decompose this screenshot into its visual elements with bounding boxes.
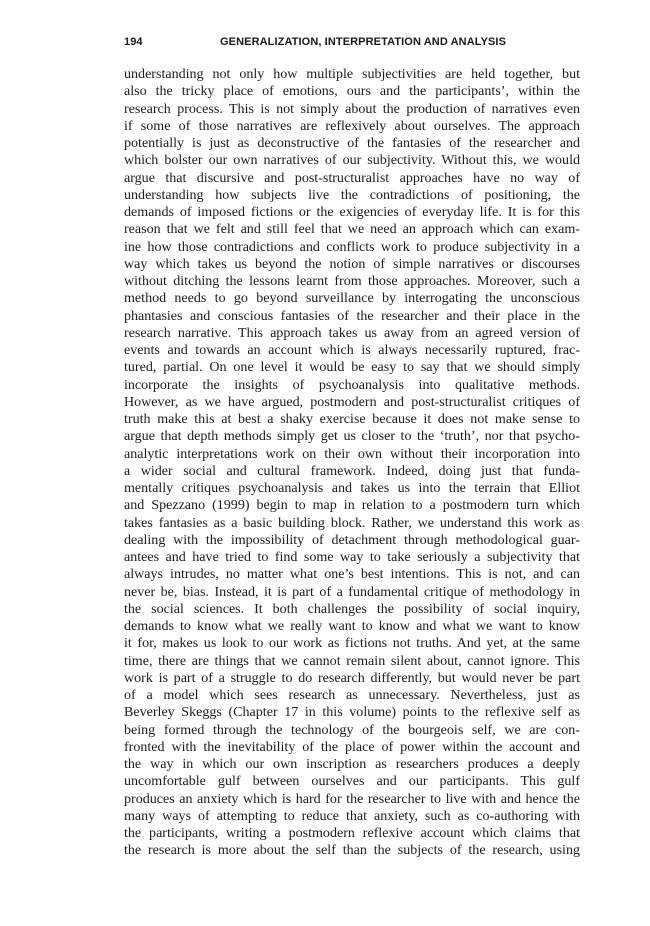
text-line: However, as we have argued, postmodern and post-structuralist critiques of bbox=[124, 393, 580, 410]
text-line: method needs to go beyond surveillance by interrogating the unconscious bbox=[124, 290, 580, 307]
text-line: mentally critiques psychoanalysis and takes us into the terrain that Elliot bbox=[124, 480, 580, 496]
text-line: the participants, writing a postmodern reflexive account which claims that bbox=[124, 825, 580, 841]
text-line: incorporate the insights of psychoanalysis into qualitative methods. bbox=[124, 376, 580, 393]
text-line: reason that we felt and still feel that we need an approach which can exam- bbox=[124, 221, 580, 238]
text-line: way which takes us beyond the notion of simple narratives or discourses bbox=[124, 255, 580, 272]
text-line: produces an anxiety which is hard for the researcher to live with and hence the bbox=[124, 790, 580, 807]
text-line: many ways of attempting to reduce that anxiety, such as co-authoring with bbox=[124, 807, 580, 824]
text-line: argue that depth methods simply get us closer to the ‘truth’, nor that psycho- bbox=[124, 428, 580, 445]
text-line: it for, makes us look to our work as fictions not truths. And yet, at the same bbox=[124, 635, 580, 652]
text-line: demands to know what we really want to know and what we want to know bbox=[124, 618, 580, 634]
text-line: also the tricky place of emotions, ours and the participants’, within the bbox=[124, 83, 580, 100]
text-line: which bolster our own narratives of our subjectivity. Without this, we would bbox=[124, 152, 580, 169]
text-line: research narrative. This approach takes us away from an agreed version of bbox=[124, 324, 580, 341]
text-line: the social sciences. It both challenges the possibility of social inquiry, bbox=[124, 600, 580, 617]
text-line: being formed through the technology of the bourgeois self, we are con- bbox=[124, 721, 580, 738]
text-line: uncomfortable gulf between ourselves and our participants. This gulf bbox=[124, 773, 580, 790]
text-line: Beverley Skeggs (Chapter 17 in this volume) points to the reflexive self as bbox=[124, 704, 580, 721]
text-line: the way in which our own inscription as researchers produces a deeply bbox=[124, 756, 580, 772]
text-line: a wider social and cultural framework. Indeed, doing just that funda- bbox=[124, 462, 580, 479]
text-line: demands of imposed fictions or the exigencies of everyday life. It is for this bbox=[124, 204, 580, 220]
text-line: without ditching the lessons learnt from those approaches. Moreover, such a bbox=[124, 273, 580, 289]
running-title: GENERALIZATION, INTERPRETATION AND ANALYSIS bbox=[220, 36, 507, 48]
text-line: argue that discursive and post-structuralist approaches have no way of bbox=[124, 169, 580, 186]
text-line: potentially is just as deconstructive of the fantasies of the researcher and bbox=[124, 135, 580, 151]
text-line: dealing with the impossibility of detachment through methodological guar- bbox=[124, 531, 580, 548]
text-line: fronted with the inevitability of the place of power within the account and bbox=[124, 738, 580, 755]
text-line: events and towards an account which is always necessarily ruptured, frac- bbox=[124, 342, 580, 358]
text-line: time, there are things that we cannot remain silent about, cannot ignore. This bbox=[124, 652, 580, 669]
text-line: truth make this at best a shaky exercise because it does not make sense to bbox=[124, 411, 580, 427]
text-line: of a model which sees research as unnecessary. Nevertheless, just as bbox=[124, 687, 580, 703]
page-number: 194 bbox=[124, 36, 143, 48]
running-header bbox=[124, 36, 580, 54]
text-line: analytic interpretations work on their own without their incorporation into bbox=[124, 445, 580, 462]
text-line: understanding how subjects live the contradictions of positioning, the bbox=[124, 186, 580, 203]
text-line: research process. This is not simply about the production of narratives even bbox=[124, 100, 580, 117]
text-line: the research is more about the self than the subjects of the research, using bbox=[124, 842, 580, 859]
text-line: work is part of a struggle to do research differently, but would never be part bbox=[124, 669, 580, 686]
text-line: phantasies and conscious fantasies of the researcher and their place in the bbox=[124, 307, 580, 324]
text-line: antees and have tried to find some way to take seriously a subjectivity that bbox=[124, 549, 580, 565]
text-line: takes fantasies as a basic building block. Rather, we understand this work as bbox=[124, 514, 580, 531]
text-line: if some of those narratives are reflexively about ourselves. The approach bbox=[124, 117, 580, 134]
text-line: and Spezzano (1999) begin to map in relation to a postmodern turn which bbox=[124, 497, 580, 514]
text-line: ine how those contradictions and conflicts work to produce subjectivity in a bbox=[124, 238, 580, 255]
text-line: always intrudes, no matter what one’s best intentions. This is not, and can bbox=[124, 566, 580, 583]
text-line: never be, bias. Instead, it is part of a fundamental critique of methodology in bbox=[124, 583, 580, 600]
body-paragraph bbox=[124, 66, 580, 860]
text-line: tured, partial. On one level it would be easy to say that we should simply bbox=[124, 359, 580, 376]
text-line: understanding not only how multiple subjectivities are held together, but bbox=[124, 66, 580, 82]
